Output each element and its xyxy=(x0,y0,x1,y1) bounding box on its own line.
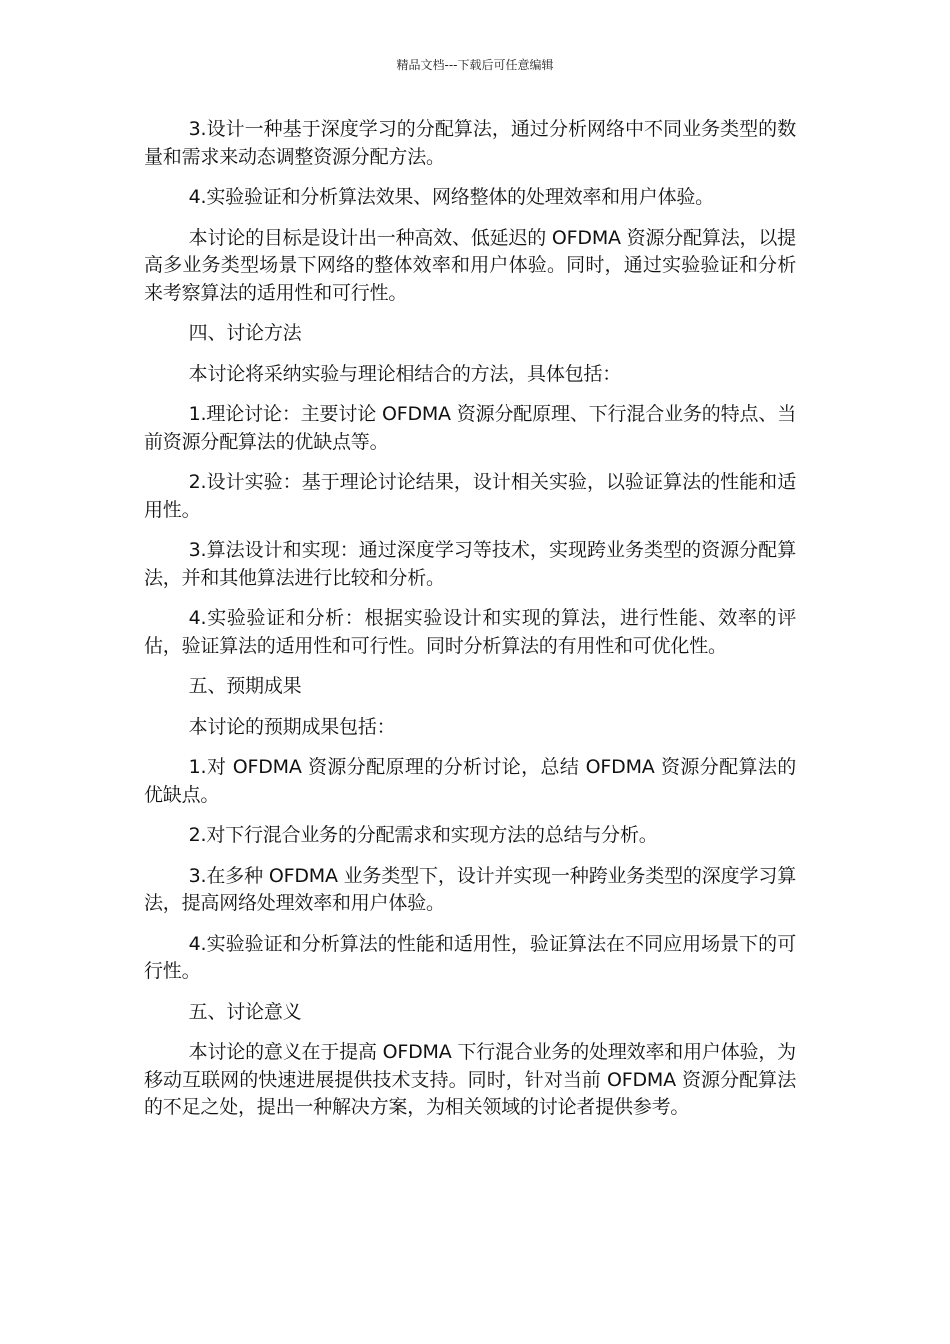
document-body xyxy=(144,116,796,1135)
page-header: 精品文档---下载后可任意编辑 xyxy=(396,58,554,72)
paragraph-method-theory: 1.理论讨论：主要讨论 OFDMA 资源分配原理、下行混合业务的特点、当前资源分配算法的优缺点等。 xyxy=(144,403,796,453)
paragraph-results-intro: 本讨论的预期成果包括： xyxy=(188,715,396,738)
paragraph-method-algorithm: 3.算法设计和实现：通过深度学习等技术，实现跨业务类型的资源分配算法，并和其他算法进行比较和分析。 xyxy=(144,539,796,589)
paragraph-significance: 本讨论的意义在于提高 OFDMA 下行混合业务的处理效率和用户体验，为移动互联网的快速进展提供技术支持。同时，针对当前 OFDMA 资源分配算法的不足之处，提出一种解决方案，为相关领域的讨论者提供参考。 xyxy=(144,1041,796,1118)
paragraph-methods-intro: 本讨论将采纳实验与理论相结合的方法，具体包括： xyxy=(188,362,622,385)
section-heading-expected-results: 五、预期成果 xyxy=(188,675,302,697)
section-heading-significance: 五、讨论意义 xyxy=(188,1000,302,1023)
section-heading-methods: 四、讨论方法 xyxy=(188,322,302,344)
paragraph-method-design-experiment: 2.设计实验：基于理论讨论结果，设计相关实验，以验证算法的性能和适用性。 xyxy=(144,471,796,521)
paragraph-experiment-verify: 4.实验验证和分析算法效果、网络整体的处理效率和用户体验。 xyxy=(188,186,714,208)
paragraph-result-3: 3.在多种 OFDMA 业务类型下，设计并实现一种跨业务类型的深度学习算法，提高网络处理效率和用户体验。 xyxy=(144,864,796,914)
paragraph-result-1: 1.对 OFDMA 资源分配原理的分析讨论，总结 OFDMA 资源分配算法的优缺点。 xyxy=(144,756,796,806)
paragraph-design-algorithm: 3.设计一种基于深度学习的分配算法，通过分析网络中不同业务类型的数量和需求来动态调整资源分配方法。 xyxy=(144,118,796,168)
paragraph-method-verification: 4.实验验证和分析：根据实验设计和实现的算法，进行性能、效率的评估，验证算法的适用性和可行性。同时分析算法的有用性和可优化性。 xyxy=(144,607,796,657)
paragraph-research-goal: 本讨论的目标是设计出一种高效、低延迟的 OFDMA 资源分配算法，以提高多业务类型场景下网络的整体效率和用户体验。同时，通过实验验证和分析来考察算法的适用性和可行性。 xyxy=(144,226,796,304)
paragraph-result-4: 4.实验验证和分析算法的性能和适用性，验证算法在不同应用场景下的可行性。 xyxy=(144,932,796,982)
paragraph-result-2: 2.对下行混合业务的分配需求和实现方法的总结与分析。 xyxy=(188,824,658,846)
